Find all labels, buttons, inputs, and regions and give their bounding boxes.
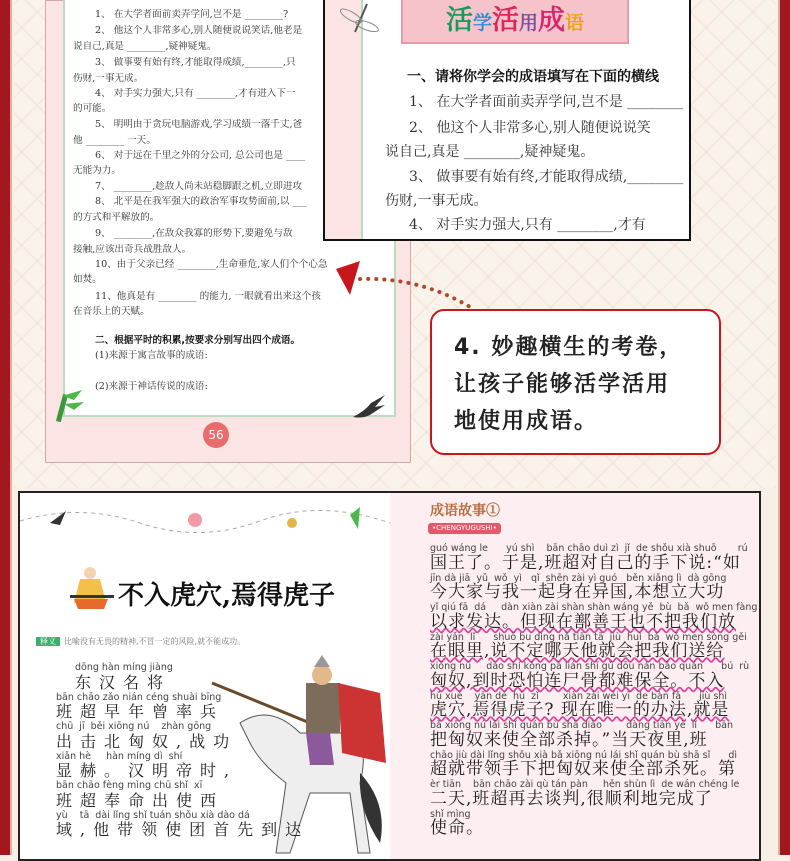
- exercise-line: 11、他真是有 ________ 的能力, 一眼就看出来这个孩: [95, 291, 321, 302]
- explanation-text: 比喻没有无畏的精神,不冒一定的风险,就不能成功。: [64, 637, 246, 646]
- banner-char: 活: [445, 5, 473, 36]
- exercise-line: 伤财,一事无成。: [73, 73, 144, 84]
- exercise-line: 4、 对手实力强大,只有 ________,才有进入下一: [95, 88, 296, 99]
- dragonfly-icon: [337, 2, 379, 38]
- hanzi-line: 以求发达。但现在鄯善王也不把我们放: [430, 611, 736, 632]
- exercise-line: 3、 做事要有始有终,才能取得成绩,________: [409, 169, 684, 185]
- pinyin-line: èr tiān bān chāo zài qù tán pàn hěn shùn lì de wán chéng le: [430, 779, 740, 790]
- hanzi-line: 今大家与我一起身在异国,本想立大功: [430, 582, 725, 602]
- pinyin-line: chāo jiù dài lǐng shǒu xià bǎ xiōng nú lái shǐ quán bù shā sǐ dì: [430, 749, 738, 761]
- pinyin-line: xiǎn hè hàn míng dì shí: [56, 750, 183, 762]
- hanzi-line: 使命。: [430, 818, 484, 838]
- bamboo-icon: [52, 386, 86, 422]
- hanzi-line: 东汉名将: [75, 672, 172, 692]
- exercise-line: 5、 明明由于贪玩电脑游戏,学习成绩一落千丈,爸: [95, 119, 303, 130]
- pinyin-line: chū jī běi xiōng nú zhàn gōng: [56, 721, 212, 732]
- hanzi-line: 班超奉命出使西: [56, 790, 225, 810]
- question-line: (1)来源于寓言故事的成语:: [95, 350, 208, 361]
- pinyin-line: dōng hàn míng jiàng: [75, 662, 173, 673]
- exercise-line: 他 ________ 一天。: [73, 135, 156, 146]
- hanzi-line: 二天,班超再去谈判,很顺利地完成了: [430, 788, 713, 809]
- exercise-line: 无能为力。: [73, 165, 121, 176]
- zoomed-exercise-box: [323, 0, 691, 241]
- hanzi-line: 班超早年曾率兵: [56, 702, 225, 721]
- hanzi-line: 虎穴,焉得虎子? 现在唯一的办法,就是: [430, 700, 730, 720]
- exercise-line: 7、 ________,趁敌人尚未站稳脚跟之机,立即进攻: [95, 181, 303, 192]
- pinyin-line: zài yǎn lǐ shuō bu dìng nǎ tiān tā jiù huì bǎ wǒ men sòng gěi: [430, 631, 747, 643]
- banner-char: 语: [565, 12, 585, 34]
- banner-char: 活: [491, 5, 519, 36]
- right-border-stripe: [778, 0, 790, 855]
- exercise-line: 如焚。: [73, 274, 102, 285]
- story-section-subtitle: •CHENGYUGUSHI•: [428, 523, 501, 534]
- pinyin-line: bǎ xiōng nú lái shǐ quán bù shā diào dàng tiān yè lǐ bān: [430, 720, 734, 731]
- callout-line: 4. 妙趣横生的考卷，: [454, 335, 684, 360]
- hanzi-line: 匈奴,到时恐怕连尸骨都难保全。不入: [430, 670, 725, 691]
- exercise-line: 8、 北平是在我军强大的政治军事攻势面前,以 ___: [95, 196, 307, 207]
- guqin-player-icon: [68, 563, 114, 609]
- story-title: 不入虎穴,焉得虎子: [118, 581, 336, 611]
- exercise-heading: 一、请将你学会的成语填写在下面的横线: [407, 69, 659, 85]
- exercise-line: 10、由于父亲已经 ________,生命垂危,家人们个个心急: [95, 259, 328, 270]
- hanzi-line: 在眼里,说不定哪天他就会把我们送给: [430, 641, 725, 661]
- callout-line: 地使用成语。: [454, 409, 599, 434]
- hanzi-line: 显赫。汉明帝时,: [56, 761, 238, 780]
- exercise-line: 说自己,真是 ________,疑神疑鬼。: [73, 41, 217, 52]
- exercise-line: 1、 在大学者面前卖弄学问,岂不是 ________: [409, 94, 684, 110]
- story-right-page: [390, 493, 759, 859]
- explanation: [36, 636, 245, 647]
- pinyin-line: shǐ mìng: [430, 808, 471, 820]
- arrow-head-icon: [336, 261, 360, 295]
- hanzi-line: 把匈奴来使全部杀掉。”当天夜里,班: [430, 729, 708, 750]
- exercise-line: 9、 ________,在敌众我寡的形势下,要避免与敌: [95, 228, 293, 239]
- exercise-line: 1、 在大学者面前卖弄学问,岂不是 ________?: [95, 9, 289, 20]
- exercise-line: 伤财,一事无成。: [385, 193, 488, 209]
- hanzi-line: 国王了。于是,班超对自己的手下说:“如: [430, 552, 741, 573]
- banner-char: 学: [472, 12, 492, 34]
- exercise-line: 2、 他这个人非常多心,别人随便说说笑话,他老是: [95, 25, 303, 36]
- exercise-line: 2、 他这个人非常多心,别人随便说说笑: [409, 120, 651, 136]
- callout-line: 让孩子能够活学活用: [454, 372, 671, 397]
- story-book-spread: [18, 491, 761, 861]
- hanzi-line: 超就带领手下把匈奴来使全部杀死。第: [430, 759, 736, 779]
- pinyin-line: guó wáng le yú shì bān chāo duì zì jǐ de shǒu xià shuō rú: [430, 543, 748, 554]
- exercise-line: 在音乐上的天赋。: [73, 306, 150, 317]
- story-section-heading: 成语故事①: [430, 503, 500, 519]
- left-border-stripe: [0, 0, 12, 855]
- exercise-line: 3、 做事要有始有终,才能取得成绩,________,只: [95, 57, 296, 68]
- exercise-line: 接触,应该出奇兵战胜敌人。: [73, 244, 192, 255]
- pinyin-line: bān chāo fèng mìng chū shǐ xī: [56, 780, 203, 791]
- pinyin-line: hǔ xué yān dé hǔ zǐ xiàn zài wéi yī de bàn fǎ jiù shì: [430, 690, 728, 702]
- exercise-line: 4、 对手实力强大,只有 ________,才有: [409, 217, 646, 233]
- section-heading: 二、根据平时的积累,按要求分别写出四个成语。: [95, 335, 301, 346]
- pinyin-line: bān chāo zǎo nián céng shuài bīng: [56, 691, 222, 703]
- banner-char: 用: [518, 12, 538, 34]
- pinyin-line: xiōng nú dào shí kǒng pà lián shī gǔ dōu nán bǎo quán bú rù: [430, 661, 750, 672]
- hanzi-line: 域,他带领使团首先到达: [56, 820, 310, 839]
- feature-callout: [430, 309, 721, 455]
- exercise-line: 说自己,真是 ________,疑神疑鬼。: [385, 144, 595, 160]
- banner-title: [401, 0, 629, 44]
- hanzi-line: 出击北匈奴,战功: [56, 731, 238, 751]
- exercise-line: 的可能。: [73, 103, 112, 114]
- exercise-line: 6、 对于远在千里之外的分公司, 总公司也是 ____: [95, 150, 306, 161]
- pinyin-line: yù tā dài lǐng shǐ tuán shǒu xià dào dá: [56, 809, 250, 821]
- question-line: (2)来源于神话传说的成语:: [95, 381, 208, 392]
- swallow-icon: [351, 393, 387, 423]
- pinyin-line: jīn dà jiā yǔ wǒ yì qǐ shēn zài yì guó běn xiǎng lì dà gōng: [430, 572, 727, 584]
- page-number: 56: [203, 422, 229, 448]
- pinyin-line: yǐ qiú fā dá dàn xiàn zài shàn shàn wáng yě bù bǎ wǒ men fàng: [430, 602, 758, 613]
- exercise-line: 的方式和平解放的。: [73, 212, 160, 223]
- explanation-tag: 释义: [36, 637, 60, 646]
- banner-char: 成: [538, 5, 565, 36]
